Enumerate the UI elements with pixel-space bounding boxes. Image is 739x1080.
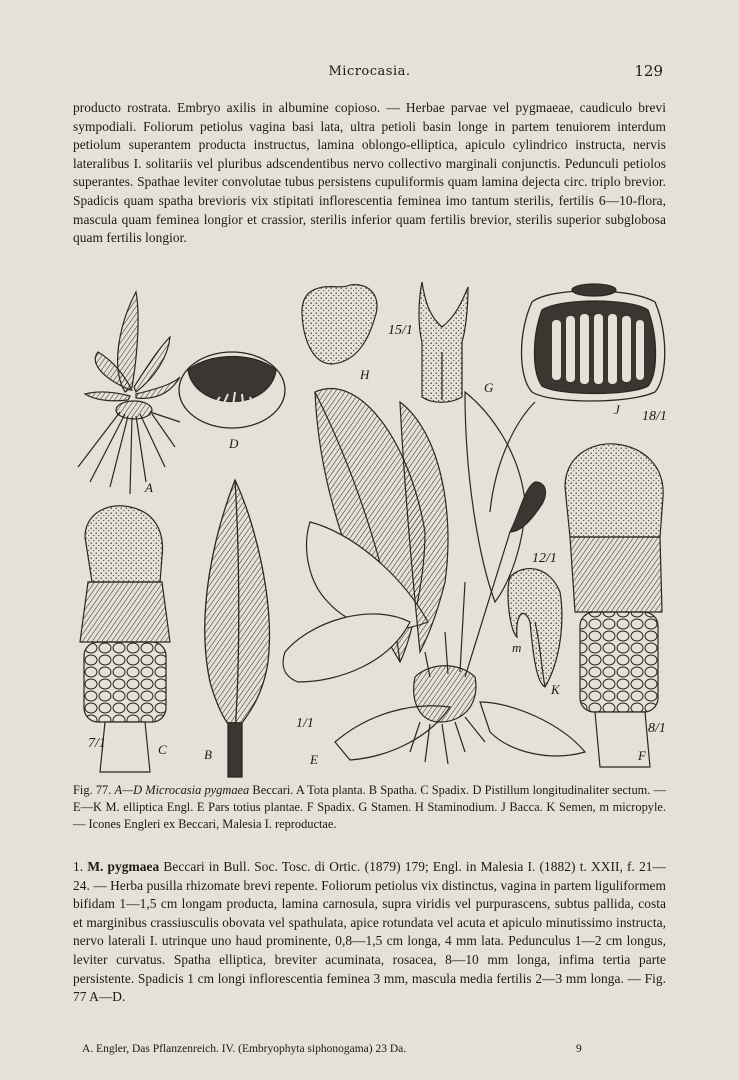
panel-g-stamen-drawing (419, 282, 468, 402)
running-title: Microcasia. (328, 64, 411, 79)
species-number: 1. (73, 859, 84, 874)
magnification-label-e: 1/1 (296, 716, 314, 731)
panel-label-k: K (551, 682, 560, 697)
genus-description-paragraph: producto rostrata. Embryo axilis in albumine copioso. — Herbae parvae vel pygmaeae, caudiculo brevi sympodiali. Foliorum petiolus vagina basi lata, ultra petioli basin longe in partem tenuiorem interdum petiolum superantem producta instructus, lamina oblongo-elliptica, apiculo cylindrico instructa, nervis lateralibus I. solitariis vel pluribus adscendentibus nervo collectivo marginali conjunctis. Pedunculi petiolos superantes. Spathae leviter convolutae tubus persistens cupuliformis quam lamina dejecta circ. triplo brevior. Spadicis quam spatha brevioris vix stipitati inflorescentia feminea imo tantum sterilis, fertilis 6—10-flora, mascula quam feminea longior et crassior, sterilis inferior quam fertilis brevior, sterilis superior subglobosa quam fertilis longior. (73, 100, 666, 246)
panel-f-spadix-drawing (565, 444, 663, 767)
panel-j-berry-drawing (522, 284, 665, 401)
panel-c-spadix-drawing (80, 506, 170, 772)
panel-label-a: A (145, 480, 153, 495)
species-name: M. pygmaea (87, 859, 160, 874)
footer-citation: A. Engler, Das Pflanzenreich. IV. (Embryophyta siphonogama) 23 Da. (82, 1043, 407, 1055)
panel-label-b: B (204, 747, 212, 762)
caption-figure-title: A—D Microcasia pygmaea (114, 783, 250, 797)
species-description-paragraph (73, 858, 666, 1007)
magnification-label-f: 8/1 (648, 721, 666, 736)
panel-b-spatha-drawing (205, 480, 270, 777)
panel-label-g: G (484, 380, 494, 395)
panel-k-seed-drawing (508, 569, 562, 687)
page-number: 129 (634, 62, 663, 80)
botanical-illustration (70, 282, 670, 779)
figure-caption (73, 782, 666, 833)
magnification-label-j: 18/1 (642, 409, 667, 424)
panel-label-j: J (614, 402, 620, 417)
caption-text: Beccari. A Tota planta. B Spatha. C Spadix. D Pistillum longitudinaliter sectum. — E—K M. elliptica Engl. E Pars totius plantae. F Spadix. G Stamen. H Staminodium. J Bacca. K Semen, m micropyle. — Icones Engleri ex Beccari, Malesia I. reproductae. (73, 783, 666, 831)
panel-a-whole-plant-drawing (78, 292, 180, 494)
species-text: Beccari in Bull. Soc. Tosc. di Ortic. (1879) 179; Engl. in Malesia I. (1882) t. XXII, f. 21—24. — Herba pusilla rhizomate brevi repente. Foliorum petiolus vix distinctus, vagina in partem liguliformem bifidam 1—1,5 cm longam producta, lamina carnosula, supra viridis vel purpurascens, subtus pallida, costa et marginibus crassiusculis obovata vel spathulata, apice rotundata vel acuta et apiculo minutissimo instructa, nervo laterali I. utrinque uno haud prominente, 0,8—1,5 cm longa, 4 mm lata. Pedunculus 1—2 cm longus, leviter curvatus. Spatha elliptica, breviter acuminata, rosacea, 8—10 mm longa, infima tertia parte persistente. Spadicis 1 cm longi inflorescentia feminea 3 mm, mascula media fertilis 2—3 mm longa. — Fig. 77 A—D. (73, 859, 666, 1005)
magnification-label-k: 12/1 (532, 551, 557, 566)
panel-label-f: F (638, 748, 646, 763)
panel-d-pistil-section-drawing (179, 352, 285, 428)
panel-label-c: C (158, 742, 167, 757)
panel-label-d: D (229, 436, 239, 451)
panel-h-staminodium-drawing (302, 285, 377, 364)
caption-figure-number: Fig. 77. (73, 783, 112, 797)
panel-label-m: m (512, 640, 522, 655)
footer-signature: 9 (576, 1043, 582, 1055)
magnification-label-c: 7/1 (88, 736, 106, 751)
panel-label-e: E (310, 752, 318, 767)
magnification-label-h-g: 15/1 (388, 323, 413, 338)
panel-label-h: H (360, 367, 370, 382)
